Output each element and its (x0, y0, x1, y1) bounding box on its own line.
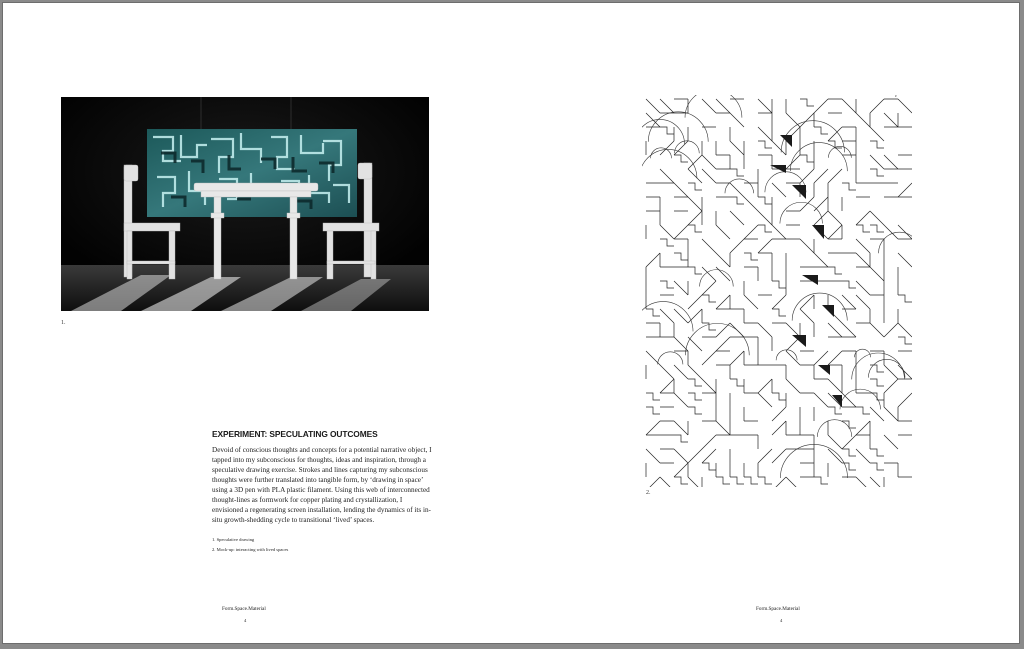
photo-image (61, 97, 429, 311)
section-heading: EXPERIMENT: SPECULATING OUTCOMES (212, 429, 378, 439)
line-drawing-image (642, 95, 912, 487)
text-block (212, 429, 432, 555)
footer-title-right: Form.Space.Material (756, 606, 800, 612)
right-page (512, 3, 1021, 643)
caption-list (212, 535, 432, 555)
footer-title-left: Form.Space.Material (222, 606, 266, 612)
figure-number-1: 1. (61, 320, 66, 326)
document-spread (2, 2, 1020, 644)
caption-item: 2. Mock-up: interacting with lived spaces (212, 547, 289, 552)
caption-item: 1. Speculative drawing (212, 537, 255, 542)
left-page (3, 3, 512, 643)
figure-number-2: 2. (646, 490, 651, 496)
body-paragraph: Devoid of conscious thoughts and concepts for a potential narrative object, I tapped into my subconscious for thoughts, ideas and inspiration, through a speculative drawing exercise. Strokes and lines capturing my subconscious thoughts were further translated into tangible form, by ‘drawing in space’ using a 3D pen with PLA plastic filament. Using this web of interconnected thought-lines as formwork for copper plating and crystallization, I envisioned a regenerating screen installation, lending the dynamics of its in-situ growth-shedding cycle to transitional ‘lived’ spaces. (212, 446, 432, 524)
speculative-drawing (642, 95, 912, 487)
page-number-left: 4 (244, 618, 247, 623)
page-number-right: 4 (780, 618, 783, 623)
mockup-photo (61, 97, 429, 311)
